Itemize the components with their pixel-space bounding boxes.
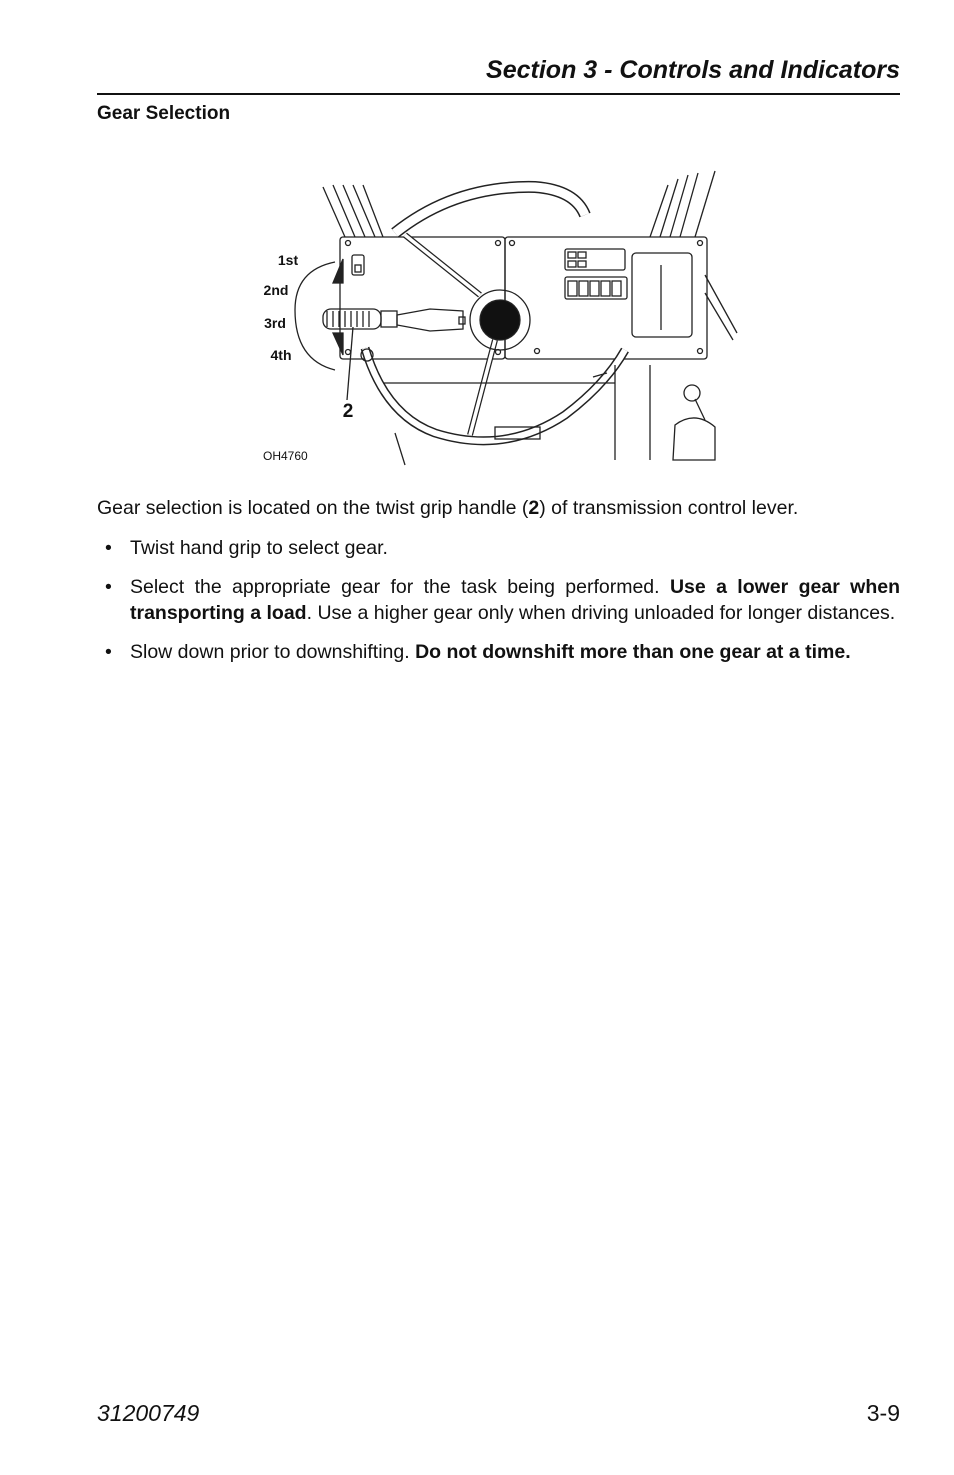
list-item	[97, 535, 900, 561]
bullet1-text: Twist hand grip to select gear.	[130, 537, 388, 559]
callout-number: 2	[342, 401, 354, 422]
gear-rotation-arc	[295, 262, 335, 370]
callout-leader	[347, 327, 353, 400]
list-item	[97, 574, 900, 626]
header-rule	[97, 93, 900, 95]
gear-label-4th: 4th	[270, 347, 292, 363]
intro-text-end: ) of transmission control lever.	[539, 497, 799, 519]
bullet3-bold: Do not downshift more than one gear at a time.	[415, 641, 851, 663]
gear-label-1st: 1st	[277, 252, 299, 268]
intro-paragraph	[97, 495, 900, 521]
right-dash-panel	[505, 237, 707, 359]
right-pillar-lines	[650, 171, 737, 340]
bullet-icon: •	[105, 576, 112, 598]
left-pillar-lines	[323, 185, 383, 237]
list-item	[97, 639, 900, 665]
gear-selection-illustration	[255, 165, 755, 470]
gear-label-3rd: 3rd	[264, 315, 286, 331]
bullet2-text-start: Select the appropriate gear for the task being performed.	[130, 576, 670, 598]
bullet-icon: •	[105, 641, 112, 663]
bullet-icon: •	[105, 537, 112, 559]
bullet2-bold: Use a lower gear when transporting a load	[130, 576, 901, 624]
document-number: 31200749	[97, 1400, 200, 1426]
instruction-list	[97, 535, 900, 678]
joystick	[673, 385, 715, 460]
gauge-display	[632, 253, 692, 337]
dashboard-drawing	[255, 165, 755, 470]
page-number: 3-9	[866, 1400, 900, 1426]
page-heading: Gear Selection	[97, 103, 231, 124]
bullet3-text-start: Slow down prior to downshifting.	[130, 641, 416, 663]
figure-id: OH4760	[263, 449, 308, 463]
gear-label-2nd: 2nd	[263, 282, 289, 298]
section-title: Section 3 - Controls and Indicators	[486, 56, 900, 84]
transmission-lever	[323, 309, 465, 331]
bullet2-text-end: . Use a higher gear only when driving unloaded for longer distances.	[306, 602, 896, 624]
intro-callout-ref: 2	[528, 497, 540, 519]
down-arrow	[333, 333, 343, 355]
intro-text-start: Gear selection is located on the twist grip handle (	[97, 497, 529, 519]
